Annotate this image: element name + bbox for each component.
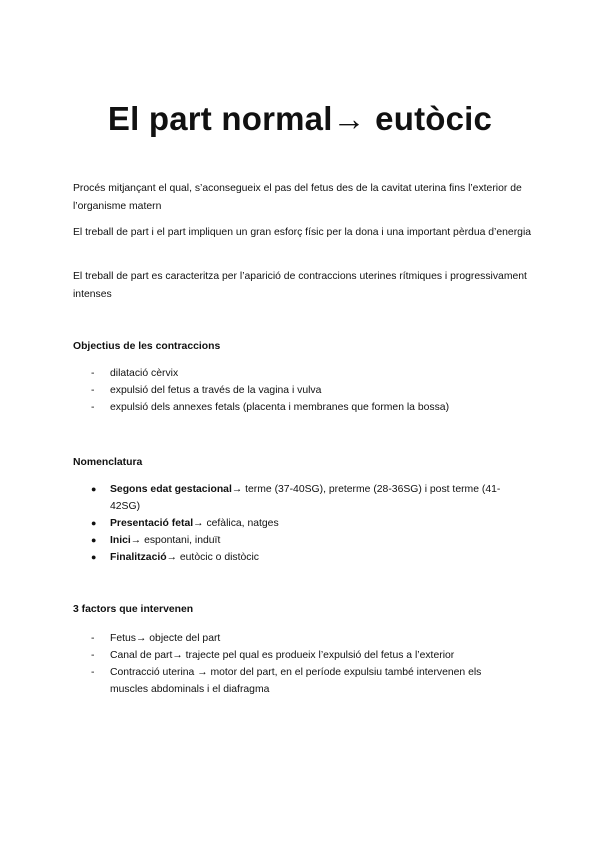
nomenclatura-heading: Nomenclatura xyxy=(73,457,143,468)
list-item-text: expulsió dels annexes fetals (placenta i membranes que formen la bossa) xyxy=(110,402,450,413)
list-item-text: → eutòcic o distòcic xyxy=(166,552,259,563)
intro-paragraph-2: El treball de part i el part impliquen un gran esforç físic per la dona i una important pèrdua d’energia xyxy=(73,227,532,238)
list-item xyxy=(0,399,520,416)
list-item-term: Inici xyxy=(110,535,131,546)
intro-paragraph-1: Procés mitjançant el qual, s’aconsegueix el pas del fetus des de la cavitat uterina fins l’exterior de l’organisme matern xyxy=(73,183,522,212)
bullet-marker: ● xyxy=(91,518,97,528)
list-item xyxy=(0,382,520,399)
list-item-text: Canal de part→ trajecte pel qual es produeix l’expulsió del fetus a l’exterior xyxy=(110,650,455,661)
list-item-text: expulsió del fetus a través de la vagina i vulva xyxy=(110,385,322,396)
list-item-text: → terme (37-40SG), preterme (28-36SG) i post terme (41-42SG) xyxy=(110,484,501,512)
nomenclatura-list xyxy=(0,481,520,566)
page-title: El part normal→ eutòcic xyxy=(107,100,493,137)
dash-marker: - xyxy=(91,385,95,396)
dash-marker: - xyxy=(91,633,95,644)
list-item-text: → cefàlica, natges xyxy=(193,518,279,529)
list-item-text: → espontani, induït xyxy=(130,535,221,546)
objectius-list xyxy=(0,365,520,416)
list-item xyxy=(0,532,520,549)
list-item-text: Fetus→ objecte del part xyxy=(110,633,221,644)
list-item xyxy=(0,647,520,664)
objectius-heading: Objectius de les contraccions xyxy=(73,341,221,352)
list-item-term: Segons edat gestacional xyxy=(110,484,232,495)
bullet-marker: ● xyxy=(91,535,97,545)
dash-marker: - xyxy=(91,667,95,678)
dash-marker: - xyxy=(91,402,95,413)
factors-heading: 3 factors que intervenen xyxy=(73,604,194,615)
list-item-term: Finalització xyxy=(110,552,167,563)
bullet-marker: ● xyxy=(91,484,97,494)
list-item xyxy=(0,515,520,532)
list-item xyxy=(0,365,520,382)
dash-marker: - xyxy=(91,650,95,661)
list-item-text: Contracció uterina → motor del part, en el període expulsiu també intervenen els muscles abdominals i el diafragma xyxy=(110,667,482,695)
bullet-marker: ● xyxy=(91,552,97,562)
list-item xyxy=(0,630,520,647)
list-item-text: dilatació cèrvix xyxy=(110,368,179,379)
list-item-term: Presentació fetal xyxy=(110,518,194,529)
list-item xyxy=(0,549,520,566)
list-item xyxy=(0,664,520,698)
factors-list xyxy=(0,630,520,698)
list-item xyxy=(0,481,520,515)
dash-marker: - xyxy=(91,368,95,379)
intro-paragraph-3: El treball de part es caracteritza per l’aparició de contraccions uterines rítmiques i progressivament intenses xyxy=(73,271,527,300)
